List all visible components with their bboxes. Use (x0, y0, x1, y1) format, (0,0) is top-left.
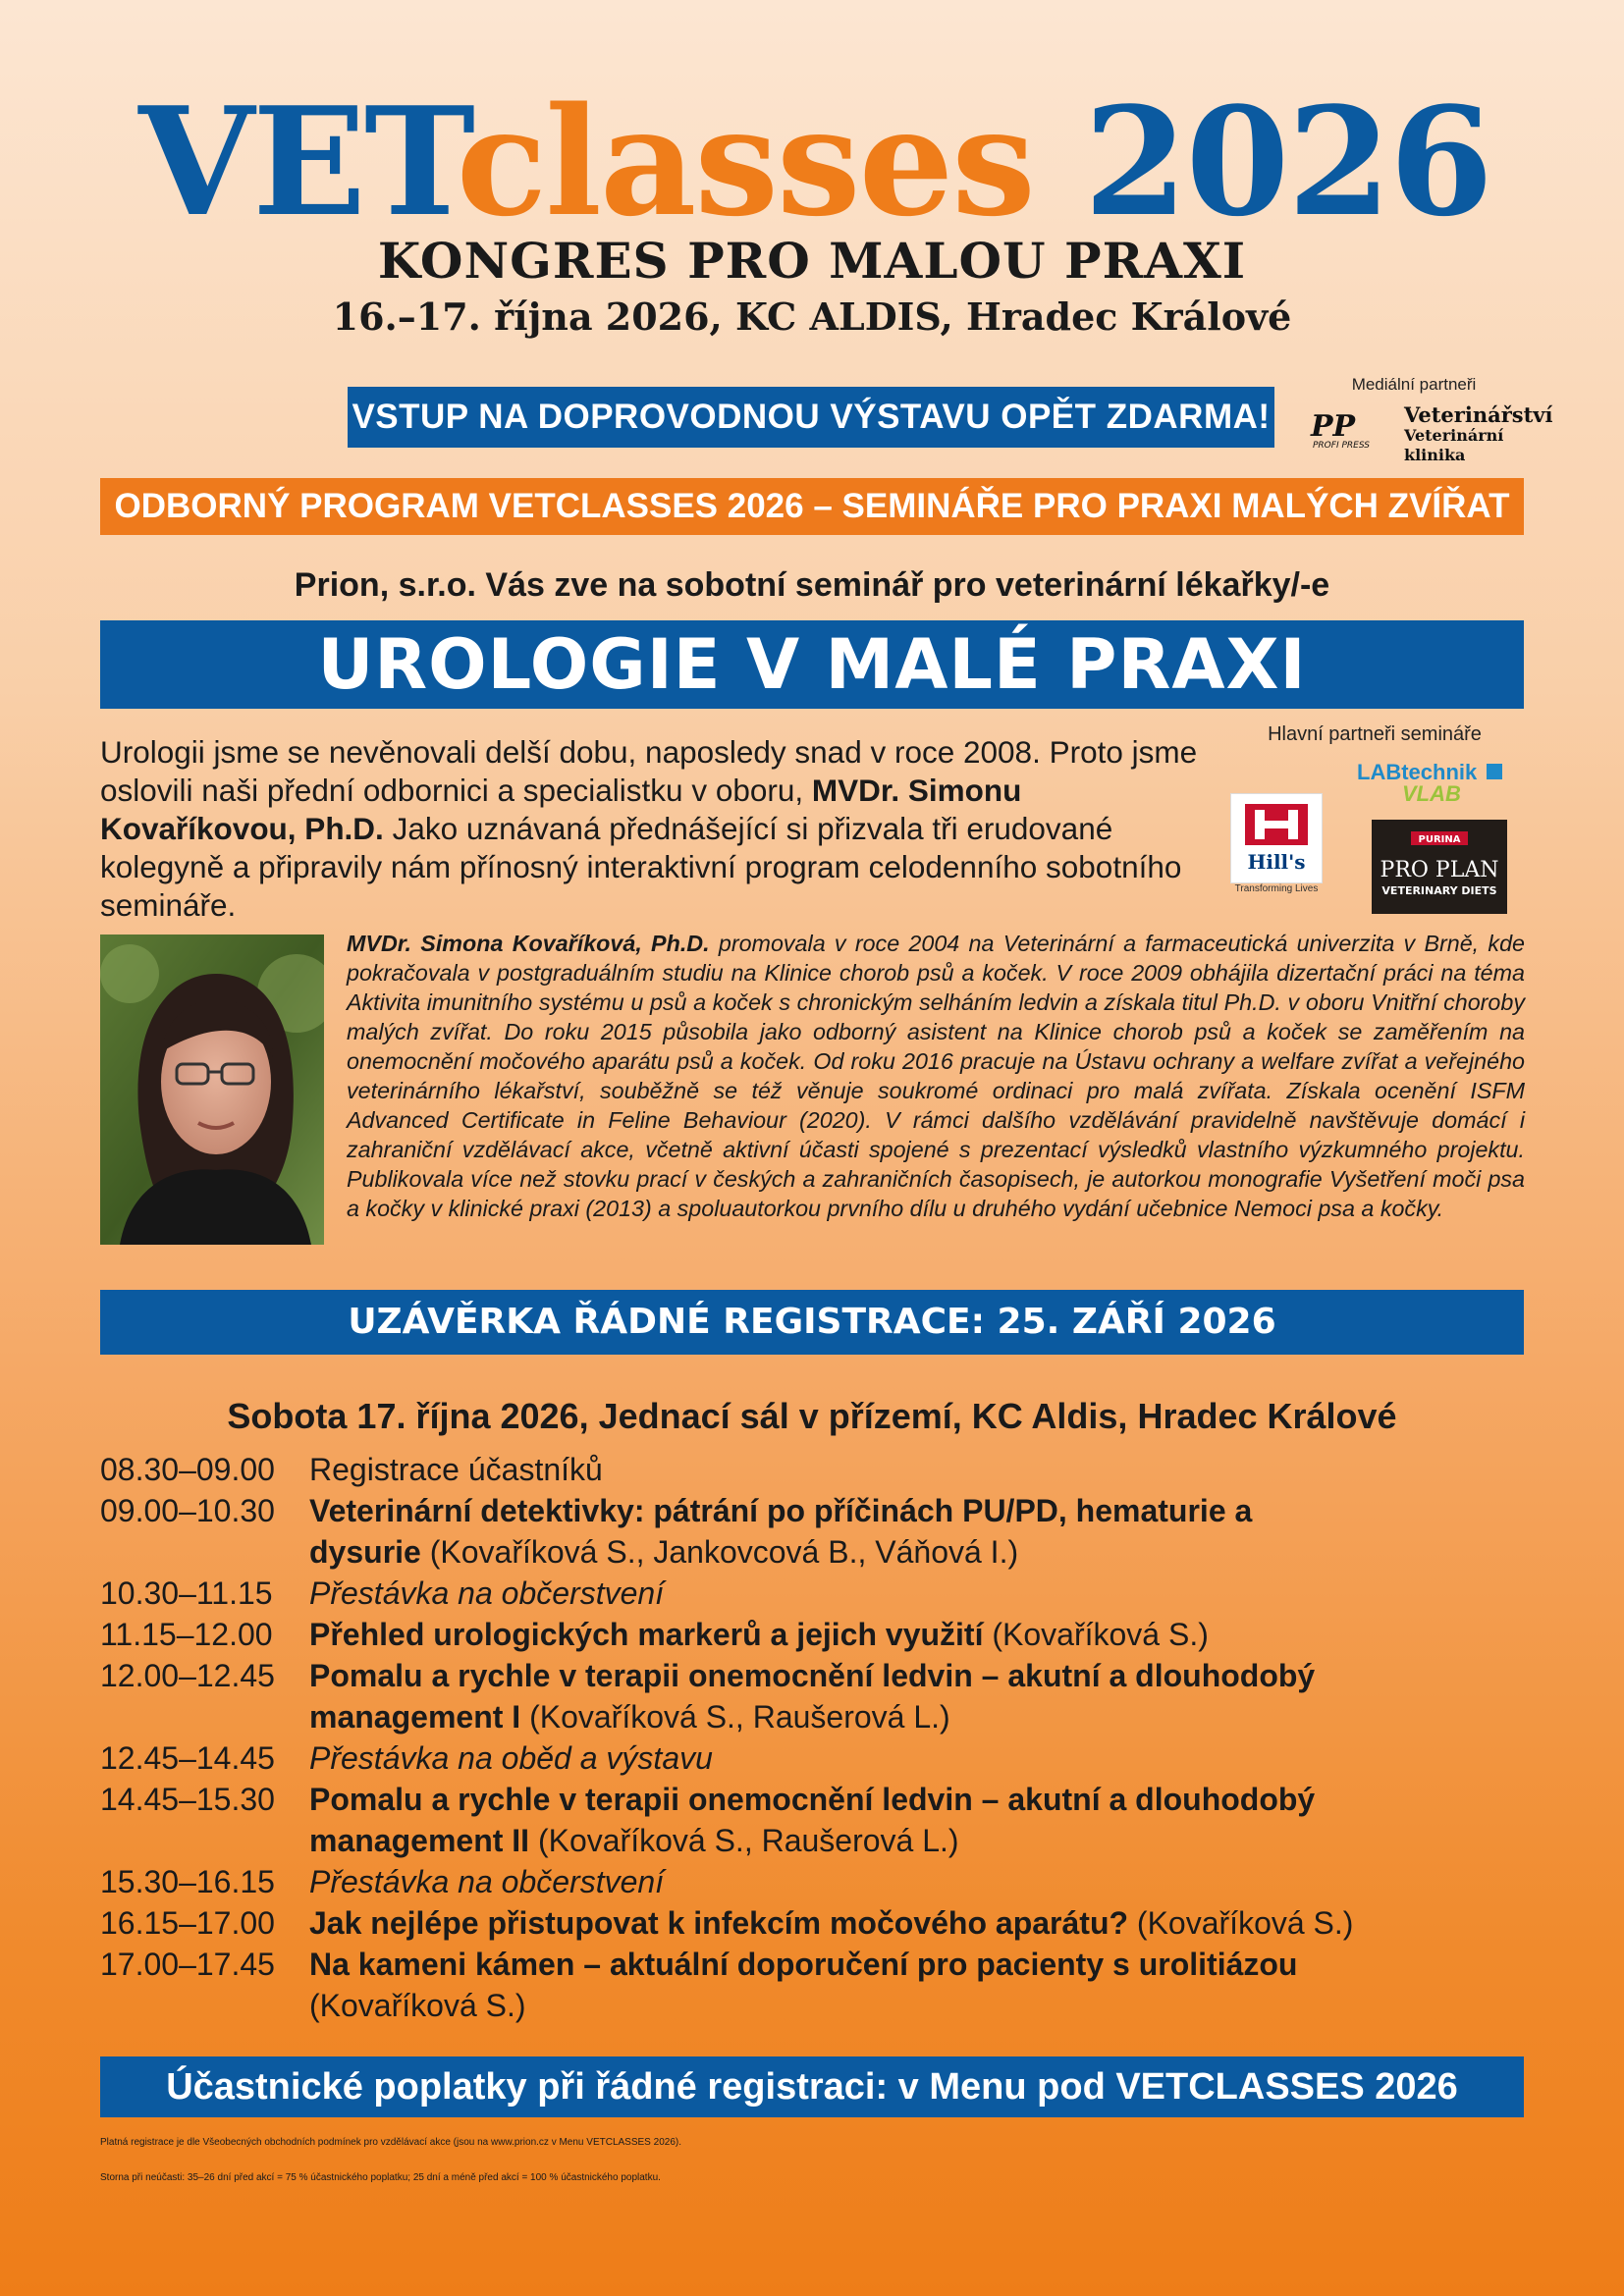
schedule-title: Sobota 17. října 2026, Jednací sál v přízemí, KC Aldis, Hradec Králové (227, 1396, 1397, 1436)
hills-tagline: Transforming Lives (1234, 883, 1319, 894)
title-classes: classes (456, 74, 1034, 249)
schedule-time: 16.15–17.00 (100, 1905, 275, 1941)
title-year: 2026 (1033, 74, 1491, 249)
schedule-row (100, 1573, 1534, 1614)
schedule-row (100, 1861, 1534, 1902)
speaker-bio (347, 929, 1525, 1223)
schedule-time: 08.30–09.00 (100, 1452, 275, 1487)
schedule-item: Přestávka na občerstvení (309, 1575, 665, 1611)
svg-text:VLAB: VLAB (1402, 781, 1461, 806)
schedule-row (100, 1944, 1534, 2026)
invitation-line: Prion, s.r.o. Vás zve na sobotní seminář pro veterinární lékařky/-e (294, 566, 1330, 604)
svg-text:LABtechnik: LABtechnik (1357, 760, 1478, 784)
schedule-row (100, 1614, 1534, 1655)
schedule-time: 09.00–10.30 (100, 1493, 275, 1528)
terms-line-2: Storna při neúčasti: 35–26 dní před akcí = 75 % účastnického poplatku; 25 dní a méně před akcí = 100 % účastnického poplatku. (100, 2172, 661, 2183)
schedule-row (100, 1490, 1534, 1573)
schedule-row (100, 1737, 1534, 1779)
schedule-item: Přestávka na občerstvení (309, 1864, 665, 1899)
schedule-time: 10.30–11.15 (100, 1575, 273, 1611)
intro-text-1: Urologii jsme se nevěnovali delší dobu, naposledy snad v roce 2008. Proto jsme oslovili naši přední odbornici a specialistku v oboru, (100, 734, 1198, 808)
schedule-row (100, 1655, 1534, 1737)
terms-line-1: Platná registrace je dle Všeobecných obchodních podmínek pro vzdělávací akce (jsou na www.prion.cz v Menu VETCLASSES 2026). (100, 2137, 681, 2148)
svg-text:PROFI PRESS: PROFI PRESS (1313, 441, 1370, 450)
event-dateline: 16.–17. října 2026, KC ALDIS, Hradec Králové (332, 294, 1292, 339)
schedule-time: 15.30–16.15 (100, 1864, 275, 1899)
expo-banner: VSTUP NA DOPROVODNOU VÝSTAVU OPĚT ZDARMA! (348, 387, 1274, 448)
schedule-time: 12.00–12.45 (100, 1658, 275, 1693)
svg-text:PURINA: PURINA (1418, 834, 1461, 845)
terms-text (100, 2125, 1534, 2196)
program-banner: ODBORNÝ PROGRAM VETCLASSES 2026 – SEMINÁŘE PRO PRAXI MALÝCH ZVÍŘAT (100, 478, 1524, 535)
schedule-time: 14.45–15.30 (100, 1782, 275, 1817)
schedule-row (100, 1902, 1534, 1944)
purina-proplan-logo (1372, 820, 1507, 914)
event-title (98, 74, 1532, 249)
schedule-list (100, 1449, 1534, 2026)
schedule-item: Veterinární detektivky: pátrání po příčinách PU/PD, hematurie a dysurie (Kovaříková S., Jankovcová B., Váňová I.) (309, 1493, 1253, 1570)
svg-text:PRO PLAN: PRO PLAN (1380, 858, 1499, 882)
intro-paragraph (100, 733, 1210, 925)
schedule-item: Jak nejlépe přistupovat k infekcím močového aparátu? (Kovaříková S.) (309, 1905, 1354, 1941)
veterinarstvi-logo (1404, 402, 1553, 464)
veterinarstvi-title: Veterinářství (1404, 402, 1553, 427)
schedule-item: Přehled urologických markerů a jejich využití (Kovaříková S.) (309, 1617, 1209, 1652)
speaker-photo (100, 934, 324, 1245)
intro-text-2: Jako uznávaná přednášející si přizvala tři erudované kolegyně a připravily nám přínosný interaktivní program celodenního sobotního semináře. (100, 811, 1182, 923)
event-subtitle: KONGRES PRO MALOU PRAXI (377, 232, 1247, 290)
registration-deadline-banner: UZÁVĚRKA ŘÁDNÉ REGISTRACE: 25. ZÁŘÍ 2026 (100, 1290, 1524, 1355)
seminar-partners-label: Hlavní partneři semináře (1268, 723, 1482, 745)
schedule-item: Pomalu a rychle v terapii onemocnění ledvin – akutní a dlouhodobý management II (Kovaříková S., Raušerová L.) (309, 1782, 1316, 1858)
labtechnik-logo (1355, 758, 1522, 809)
schedule-item: Pomalu a rychle v terapii onemocnění ledvin – akutní a dlouhodobý management I (Kovaříková S., Raušerová L.) (309, 1658, 1316, 1735)
title-vet: VET (138, 74, 457, 249)
schedule-item: Registrace účastníků (309, 1452, 603, 1487)
schedule-row (100, 1779, 1534, 1861)
media-partners-label: Mediální partneři (1351, 375, 1477, 394)
bio-name: MVDr. Simona Kovaříková, Ph.D. (347, 931, 710, 956)
schedule-item: Na kameni kámen – aktuální doporučení pro pacienty s urolitiázou (Kovaříková S.) (309, 1947, 1298, 2023)
intro-speaker-name: MVDr. Simonu Kovaříkovou, Ph.D. (100, 773, 1022, 846)
schedule-row (100, 1449, 1534, 1490)
svg-text:VETERINARY DIETS: VETERINARY DIETS (1381, 884, 1497, 897)
schedule-item: Přestávka na oběd a výstavu (309, 1740, 713, 1776)
veterinarni-klinika-title: Veterinární klinika (1404, 426, 1504, 464)
svg-text:Hill's: Hill's (1247, 850, 1306, 874)
hills-logo (1230, 793, 1323, 899)
seminar-title: UROLOGIE V MALÉ PRAXI (100, 620, 1524, 709)
profi-press-logo (1309, 406, 1397, 450)
svg-text:PP: PP (1311, 409, 1356, 444)
fees-banner: Účastnické poplatky při řádné registraci: v Menu pod VETCLASSES 2026 (100, 2056, 1524, 2117)
bio-text: promovala v roce 2004 na Veterinární a farmaceutická univerzita v Brně, kde pokračovala v postgraduálním studiu na Klinice chorob psů a koček. V roce 2009 obhájila dizertační práci na téma Aktivita imunitního systému u psů a koček s chronickým selháním ledvin a získala titul Ph.D. v oboru Vnitřní choroby malých zvířat. Do roku 2015 působila jako odborný asistent na Klinice chorob psů a koček se zaměřením na onemocnění močového aparátu psů a koček. Od roku 2016 pracuje na Ústavu ochrany a welfare zvířat a veřejného veterinárního lékařství, souběžně se též věnuje soukromé ordinaci pro malá zvířata. Získala ocenění ISFM Advanced Certificate in Feline Behaviour (2020). V rámci dalšího vzdělávání pravidelně navštěvuje domácí i zahraniční vzdělávací akce, včetně aktivní účasti spojené s prezentací výsledků vlastního výzkumného projektu. Publikovala více než stovku prací v českých a zahraničních časopisech, je autorkou monografie Vyšetření moči psa a kočky v klinické praxi (2013) a spoluautorkou prvního dílu u druhého vydání učebnice Nemoci psa a kočky. (347, 931, 1525, 1221)
schedule-time: 17.00–17.45 (100, 1947, 275, 1982)
schedule-time: 11.15–12.00 (100, 1617, 273, 1652)
schedule-time: 12.45–14.45 (100, 1740, 275, 1776)
